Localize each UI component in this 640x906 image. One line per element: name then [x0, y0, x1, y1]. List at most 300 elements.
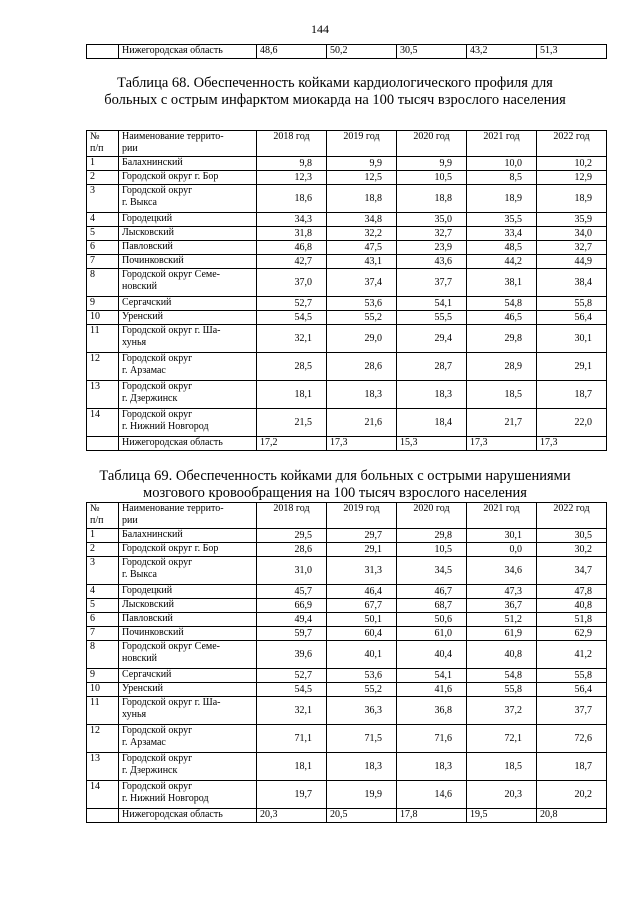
value-cell: 20,3	[257, 809, 327, 823]
region-name-line: хунья	[122, 337, 147, 348]
header-year-cell: 2018 год	[257, 131, 327, 157]
row-number-cell: 6	[87, 241, 119, 255]
value-cell: 18,5	[467, 753, 537, 781]
value-cell: 35,9	[537, 213, 607, 227]
value-cell: 47,3	[467, 585, 537, 599]
table-row	[87, 409, 607, 437]
value-cell: 54,5	[257, 311, 327, 325]
value-cell: 20,8	[537, 809, 607, 823]
table-row	[87, 599, 607, 613]
value-cell: 18,8	[327, 185, 397, 213]
region-name-cell	[119, 157, 257, 171]
header-text: рии	[122, 515, 138, 526]
region-name-line: Сергачский	[122, 669, 172, 680]
header-year-cell: 2020 год	[397, 131, 467, 157]
value-cell: 10,2	[537, 157, 607, 171]
region-name-line: Городецкий	[122, 585, 173, 596]
header-text: Наименование террито-	[122, 503, 224, 514]
row-number-cell: 3	[87, 557, 119, 585]
region-name-cell	[119, 641, 257, 669]
row-number-cell: 5	[87, 227, 119, 241]
row-number-cell	[87, 45, 119, 59]
table-row	[87, 185, 607, 213]
value-cell: 32,2	[327, 227, 397, 241]
header-year-cell: 2019 год	[327, 503, 397, 529]
region-name-cell	[119, 725, 257, 753]
table-row	[87, 613, 607, 627]
value-cell: 32,1	[257, 697, 327, 725]
table-69	[86, 502, 607, 823]
region-name-line: Городской округ	[122, 185, 193, 196]
row-number-cell: 2	[87, 171, 119, 185]
region-name-line: хунья	[122, 709, 147, 720]
value-cell: 67,7	[327, 599, 397, 613]
region-name-line: Починковский	[122, 627, 184, 638]
region-name-cell	[119, 599, 257, 613]
value-cell: 28,6	[327, 353, 397, 381]
value-cell: 30,1	[467, 529, 537, 543]
value-cell: 62,9	[537, 627, 607, 641]
region-name-line: новский	[122, 653, 158, 664]
table-row	[87, 241, 607, 255]
value-cell: 68,7	[397, 599, 467, 613]
value-cell: 17,8	[397, 809, 467, 823]
value-cell: 29,0	[327, 325, 397, 353]
value-cell: 10,5	[397, 543, 467, 557]
value-cell: 54,5	[257, 683, 327, 697]
value-cell: 23,9	[397, 241, 467, 255]
value-cell: 55,5	[397, 311, 467, 325]
value-cell: 37,2	[467, 697, 537, 725]
row-number-cell: 13	[87, 381, 119, 409]
value-cell: 31,8	[257, 227, 327, 241]
value-cell: 18,4	[397, 409, 467, 437]
value-cell: 41,6	[397, 683, 467, 697]
region-name-cell	[119, 627, 257, 641]
region-name-cell	[119, 311, 257, 325]
region-name-cell	[119, 185, 257, 213]
value-cell: 46,8	[257, 241, 327, 255]
table-row	[87, 325, 607, 353]
row-number-cell: 7	[87, 255, 119, 269]
region-name-cell: Нижегородская область	[119, 45, 257, 59]
total-row	[87, 437, 607, 451]
value-cell: 51,3	[537, 45, 607, 59]
region-name-line: Сергачский	[122, 297, 172, 308]
row-number-cell: 6	[87, 613, 119, 627]
table-69-caption	[70, 468, 600, 502]
header-row	[87, 503, 607, 529]
value-cell: 22,0	[537, 409, 607, 437]
row-number-cell: 4	[87, 213, 119, 227]
value-cell: 14,6	[397, 781, 467, 809]
row-number-cell: 1	[87, 157, 119, 171]
value-cell: 32,7	[537, 241, 607, 255]
value-cell: 35,5	[467, 213, 537, 227]
row-number-cell: 14	[87, 409, 119, 437]
header-year-cell: 2021 год	[467, 131, 537, 157]
value-cell: 19,5	[467, 809, 537, 823]
region-name-line: Уренский	[122, 311, 163, 322]
header-text: №	[90, 503, 100, 514]
value-cell: 37,4	[327, 269, 397, 297]
table-row	[87, 697, 607, 725]
value-cell: 34,3	[257, 213, 327, 227]
region-name-line: Уренский	[122, 683, 163, 694]
value-cell: 37,0	[257, 269, 327, 297]
value-cell: 34,7	[537, 557, 607, 585]
header-number-cell	[87, 131, 119, 157]
value-cell: 61,0	[397, 627, 467, 641]
region-name-cell	[119, 269, 257, 297]
region-name-cell	[119, 213, 257, 227]
value-cell: 34,0	[537, 227, 607, 241]
total-row	[87, 809, 607, 823]
region-name-cell	[119, 585, 257, 599]
table-row	[87, 627, 607, 641]
value-cell: 72,1	[467, 725, 537, 753]
value-cell: 48,6	[257, 45, 327, 59]
region-name-line: г. Нижний Новгород	[122, 421, 209, 432]
region-name-line: Балахнинский	[122, 529, 183, 540]
value-cell: 18,7	[537, 381, 607, 409]
region-name-line: Городской округ г. Ша-	[122, 697, 221, 708]
region-name-cell	[119, 543, 257, 557]
region-name-cell	[119, 171, 257, 185]
value-cell: 20,2	[537, 781, 607, 809]
region-name-line: Павловский	[122, 613, 173, 624]
region-name-line: Городской округ	[122, 781, 193, 792]
value-cell: 49,4	[257, 613, 327, 627]
value-cell: 55,2	[327, 311, 397, 325]
region-name-cell	[119, 781, 257, 809]
region-name-line: Лысковский	[122, 599, 174, 610]
caption-line: больных с острым инфарктом миокарда на 100 тысяч взрослого населения	[104, 92, 566, 108]
table-68	[86, 130, 607, 451]
caption-line: мозгового кровообращения на 100 тысяч взрослого населения	[143, 485, 527, 501]
value-cell: 18,6	[257, 185, 327, 213]
header-text: п/п	[90, 515, 104, 526]
value-cell: 12,5	[327, 171, 397, 185]
header-row	[87, 131, 607, 157]
table-row	[87, 213, 607, 227]
region-name-cell	[119, 409, 257, 437]
table-row	[87, 529, 607, 543]
value-cell: 29,1	[537, 353, 607, 381]
region-name-line: г. Выкса	[122, 197, 157, 208]
row-number-cell: 10	[87, 683, 119, 697]
value-cell: 50,2	[327, 45, 397, 59]
header-name-cell	[119, 503, 257, 529]
region-name-cell	[119, 753, 257, 781]
table-row	[87, 585, 607, 599]
header-text: №	[90, 131, 100, 142]
value-cell: 36,8	[397, 697, 467, 725]
table-row	[87, 781, 607, 809]
header-year-cell: 2018 год	[257, 503, 327, 529]
value-cell: 18,1	[257, 753, 327, 781]
value-cell: 43,6	[397, 255, 467, 269]
value-cell: 30,5	[537, 529, 607, 543]
table-row	[87, 753, 607, 781]
value-cell: 55,2	[327, 683, 397, 697]
value-cell: 72,6	[537, 725, 607, 753]
value-cell: 31,0	[257, 557, 327, 585]
value-cell: 38,1	[467, 269, 537, 297]
header-text: п/п	[90, 143, 104, 154]
region-name-line: Городской округ Семе-	[122, 269, 220, 280]
row-number-cell: 8	[87, 641, 119, 669]
region-name-line: Городской округ	[122, 381, 193, 392]
value-cell: 56,4	[537, 311, 607, 325]
header-name-cell	[119, 131, 257, 157]
value-cell: 36,3	[327, 697, 397, 725]
region-name-cell	[119, 297, 257, 311]
value-cell: 45,7	[257, 585, 327, 599]
value-cell: 37,7	[537, 697, 607, 725]
value-cell: 9,8	[257, 157, 327, 171]
value-cell: 29,5	[257, 529, 327, 543]
header-year-cell: 2021 год	[467, 503, 537, 529]
region-name-cell	[119, 683, 257, 697]
region-name-line: г. Арзамас	[122, 365, 166, 376]
region-name-line: Городской округ Семе-	[122, 641, 220, 652]
region-name-line: Городской округ	[122, 753, 193, 764]
region-name-line: Городской округ	[122, 725, 193, 736]
row-number-cell	[87, 809, 119, 823]
row-number-cell: 11	[87, 325, 119, 353]
region-name-line: новский	[122, 281, 158, 292]
value-cell: 18,5	[467, 381, 537, 409]
value-cell: 28,5	[257, 353, 327, 381]
table-row	[87, 227, 607, 241]
value-cell: 9,9	[397, 157, 467, 171]
value-cell: 35,0	[397, 213, 467, 227]
value-cell: 28,6	[257, 543, 327, 557]
table-68-caption	[70, 75, 600, 109]
value-cell: 12,3	[257, 171, 327, 185]
value-cell: 46,4	[327, 585, 397, 599]
value-cell: 18,9	[537, 185, 607, 213]
value-cell: 18,7	[537, 753, 607, 781]
region-name-line: Городской округ	[122, 353, 193, 364]
value-cell: 46,5	[467, 311, 537, 325]
value-cell: 32,7	[397, 227, 467, 241]
table-row	[87, 353, 607, 381]
value-cell: 40,1	[327, 641, 397, 669]
value-cell: 71,5	[327, 725, 397, 753]
table-row	[87, 683, 607, 697]
region-name-line: Городской округ г. Бор	[122, 543, 219, 554]
region-name-cell	[119, 529, 257, 543]
value-cell: 8,5	[467, 171, 537, 185]
table-row	[87, 255, 607, 269]
value-cell: 17,3	[537, 437, 607, 451]
value-cell: 47,5	[327, 241, 397, 255]
value-cell: 20,3	[467, 781, 537, 809]
value-cell: 17,3	[467, 437, 537, 451]
table-row	[87, 725, 607, 753]
value-cell: 41,2	[537, 641, 607, 669]
value-cell: 17,2	[257, 437, 327, 451]
value-cell: 0,0	[467, 543, 537, 557]
value-cell: 40,4	[397, 641, 467, 669]
row-number-cell: 12	[87, 353, 119, 381]
row-number-cell: 7	[87, 627, 119, 641]
region-name-line: г. Арзамас	[122, 737, 166, 748]
value-cell: 54,8	[467, 669, 537, 683]
value-cell: 53,6	[327, 297, 397, 311]
value-cell: 29,7	[327, 529, 397, 543]
row-number-cell: 8	[87, 269, 119, 297]
region-name-line: Починковский	[122, 255, 184, 266]
value-cell: 18,3	[397, 753, 467, 781]
header-year-cell: 2022 год	[537, 131, 607, 157]
row-number-cell	[87, 437, 119, 451]
value-cell: 21,7	[467, 409, 537, 437]
region-name-line: г. Дзержинск	[122, 765, 178, 776]
value-cell: 18,1	[257, 381, 327, 409]
value-cell: 29,1	[327, 543, 397, 557]
table-row	[87, 269, 607, 297]
table-row	[87, 381, 607, 409]
region-name-line: г. Нижний Новгород	[122, 793, 209, 804]
region-name-line: Городской округ	[122, 557, 193, 568]
value-cell: 30,1	[537, 325, 607, 353]
value-cell: 51,2	[467, 613, 537, 627]
table-row	[87, 543, 607, 557]
value-cell: 37,7	[397, 269, 467, 297]
value-cell: 61,9	[467, 627, 537, 641]
page-number: 144	[311, 22, 329, 36]
row-number-cell: 1	[87, 529, 119, 543]
value-cell: 71,1	[257, 725, 327, 753]
value-cell: 60,4	[327, 627, 397, 641]
value-cell: 52,7	[257, 297, 327, 311]
value-cell: 42,7	[257, 255, 327, 269]
region-name-cell	[119, 241, 257, 255]
region-name-line: Городской округ	[122, 409, 193, 420]
region-name-cell	[119, 613, 257, 627]
value-cell: 32,1	[257, 325, 327, 353]
value-cell: 21,5	[257, 409, 327, 437]
value-cell: 55,8	[537, 297, 607, 311]
value-cell: 30,5	[397, 45, 467, 59]
header-number-cell	[87, 503, 119, 529]
value-cell: 18,3	[327, 753, 397, 781]
value-cell: 18,3	[327, 381, 397, 409]
value-cell: 50,1	[327, 613, 397, 627]
table-row	[87, 669, 607, 683]
region-name-line: Лысковский	[122, 227, 174, 238]
value-cell: 19,7	[257, 781, 327, 809]
value-cell: 34,8	[327, 213, 397, 227]
header-text: Наименование террито-	[122, 131, 224, 142]
value-cell: 54,1	[397, 669, 467, 683]
region-name-line: Городецкий	[122, 213, 173, 224]
region-name-line: Городской округ г. Бор	[122, 171, 219, 182]
value-cell: 50,6	[397, 613, 467, 627]
total-row	[87, 45, 607, 59]
table-row	[87, 297, 607, 311]
value-cell: 54,1	[397, 297, 467, 311]
value-cell: 9,9	[327, 157, 397, 171]
region-name-line: г. Выкса	[122, 569, 157, 580]
row-number-cell: 14	[87, 781, 119, 809]
header-year-cell: 2019 год	[327, 131, 397, 157]
table-row	[87, 311, 607, 325]
region-name-cell	[119, 557, 257, 585]
row-number-cell: 5	[87, 599, 119, 613]
value-cell: 29,4	[397, 325, 467, 353]
value-cell: 34,6	[467, 557, 537, 585]
value-cell: 18,8	[397, 185, 467, 213]
value-cell: 10,5	[397, 171, 467, 185]
row-number-cell: 13	[87, 753, 119, 781]
value-cell: 53,6	[327, 669, 397, 683]
value-cell: 40,8	[537, 599, 607, 613]
region-name-line: г. Дзержинск	[122, 393, 178, 404]
table-row	[87, 171, 607, 185]
value-cell: 51,8	[537, 613, 607, 627]
value-cell: 44,2	[467, 255, 537, 269]
value-cell: 12,9	[537, 171, 607, 185]
value-cell: 36,7	[467, 599, 537, 613]
table-row	[87, 557, 607, 585]
row-number-cell: 9	[87, 669, 119, 683]
value-cell: 34,5	[397, 557, 467, 585]
value-cell: 56,4	[537, 683, 607, 697]
value-cell: 19,9	[327, 781, 397, 809]
region-name-cell	[119, 353, 257, 381]
value-cell: 39,6	[257, 641, 327, 669]
region-name-cell	[119, 669, 257, 683]
header-text: рии	[122, 143, 138, 154]
value-cell: 31,3	[327, 557, 397, 585]
value-cell: 71,6	[397, 725, 467, 753]
value-cell: 40,8	[467, 641, 537, 669]
region-name-line: Балахнинский	[122, 157, 183, 168]
value-cell: 29,8	[397, 529, 467, 543]
value-cell: 17,3	[327, 437, 397, 451]
value-cell: 43,2	[467, 45, 537, 59]
previous-table-total-row	[86, 44, 607, 59]
value-cell: 66,9	[257, 599, 327, 613]
value-cell: 46,7	[397, 585, 467, 599]
value-cell: 30,2	[537, 543, 607, 557]
value-cell: 10,0	[467, 157, 537, 171]
row-number-cell: 12	[87, 725, 119, 753]
row-number-cell: 4	[87, 585, 119, 599]
row-number-cell: 9	[87, 297, 119, 311]
region-name-cell	[119, 381, 257, 409]
row-number-cell: 11	[87, 697, 119, 725]
value-cell: 21,6	[327, 409, 397, 437]
row-number-cell: 3	[87, 185, 119, 213]
region-name-line: Городской округ г. Ша-	[122, 325, 221, 336]
value-cell: 55,8	[537, 669, 607, 683]
region-name-cell: Нижегородская область	[119, 437, 257, 451]
value-cell: 18,9	[467, 185, 537, 213]
value-cell: 52,7	[257, 669, 327, 683]
value-cell: 44,9	[537, 255, 607, 269]
region-name-cell	[119, 227, 257, 241]
value-cell: 59,7	[257, 627, 327, 641]
region-name-cell: Нижегородская область	[119, 809, 257, 823]
value-cell: 33,4	[467, 227, 537, 241]
region-name-cell	[119, 325, 257, 353]
region-name-cell	[119, 255, 257, 269]
